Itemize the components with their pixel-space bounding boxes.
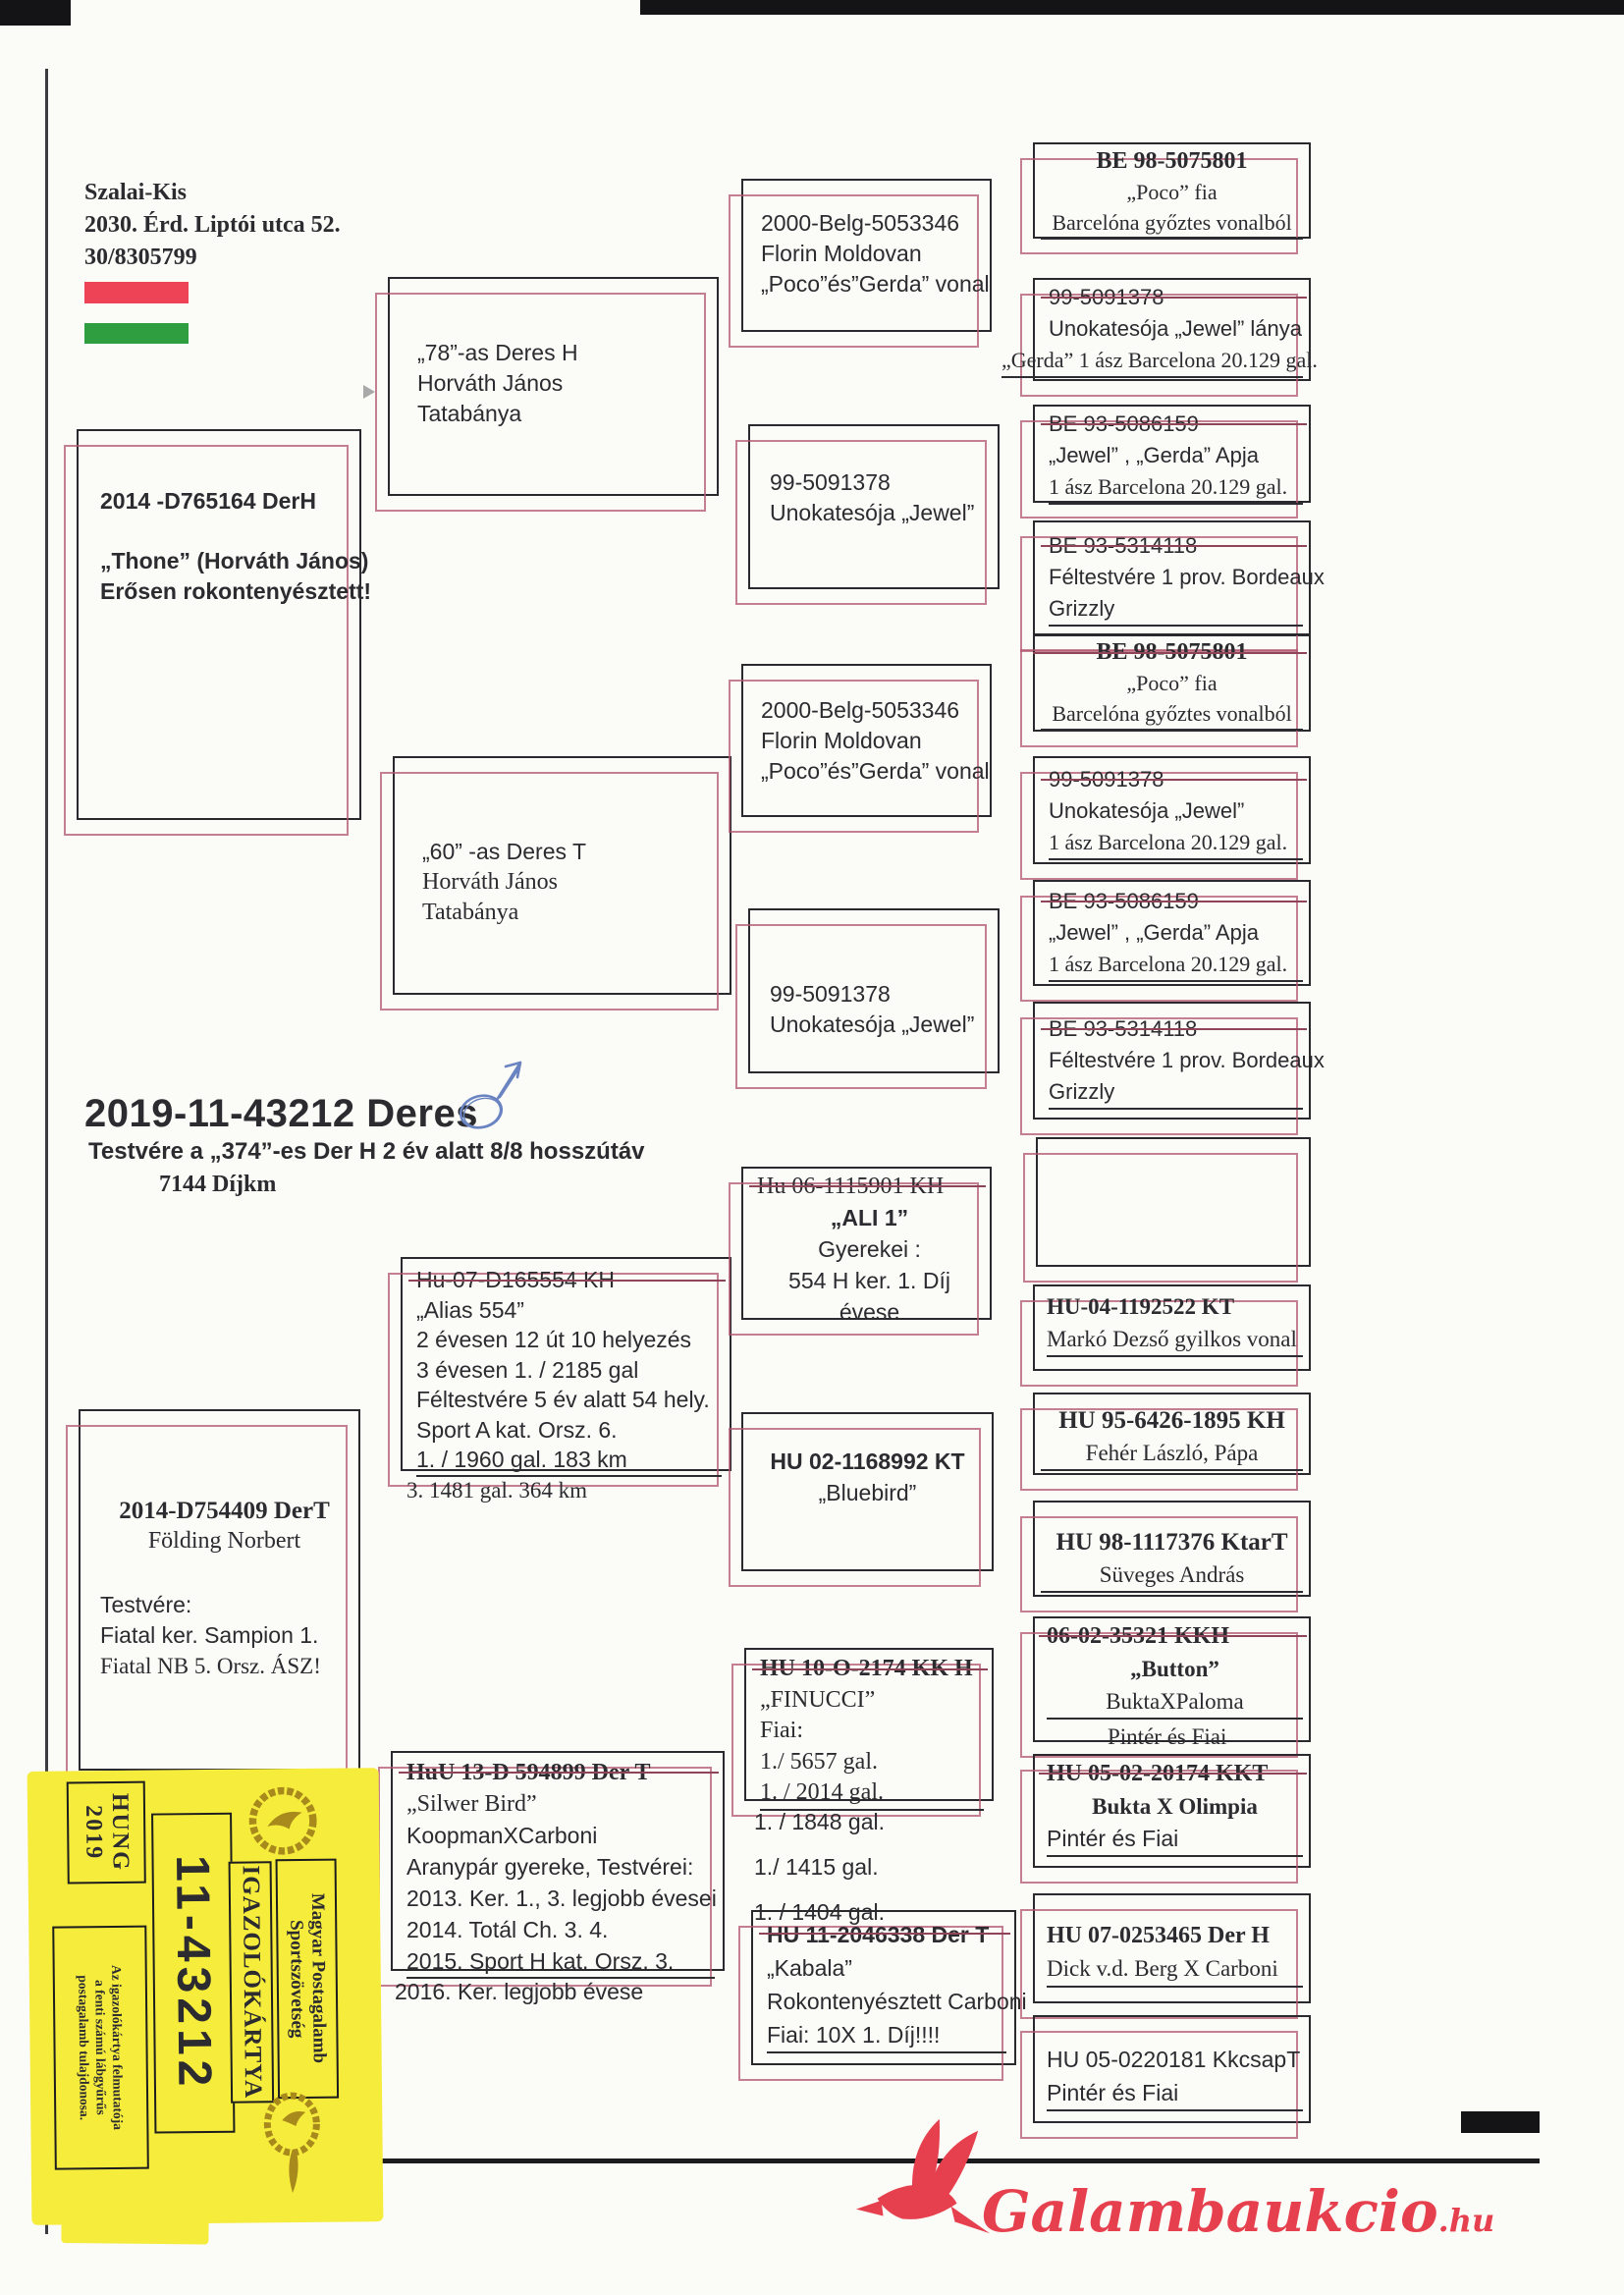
result-line: 2013. Ker. 1., 3. legjobb évesei	[406, 1885, 717, 1911]
subject-title-block	[84, 1092, 645, 1200]
ring-id: 2000-Belg-5053346	[761, 697, 960, 723]
pedigree-note: Gyerekei :	[818, 1236, 921, 1262]
pedigree-note: „Gerda” 1 ász Barcelona 20.129 gal.	[1001, 345, 1303, 378]
pedigree-note: Unokatesója „Jewel” lánya	[1049, 316, 1303, 341]
ring-id: HU 95-6426-1895 KH	[1058, 1407, 1285, 1434]
pigeon-name: „FINUCCI”	[760, 1686, 876, 1713]
pedigree-box-gen2-3	[401, 1257, 731, 1471]
pedigree-box-gen3-5	[741, 1167, 992, 1325]
logo-wordmark	[982, 2178, 1494, 2245]
pigeon-name: „Button”	[1130, 1657, 1219, 1681]
ring-id: HU-04-1192522 KT	[1047, 1294, 1235, 1319]
result-line-outside: 3. 1481 gal. 364 km	[406, 1478, 587, 1503]
ring-id: HU 05-02-20174 KKT	[1047, 1758, 1303, 1790]
result-line: 1. / 1960 gal. 183 km	[416, 1445, 722, 1477]
ring-id: HU 10-O-2174 KK H	[760, 1654, 984, 1685]
pedigree-box-gen4-16	[1033, 2015, 1311, 2123]
pigeon-name: „60” -as Deres T	[422, 839, 587, 864]
ring-id: BE 98-5075801	[1096, 148, 1248, 174]
pedigree-box-gen3-6	[741, 1412, 994, 1571]
pedigree-note: Féltestvére 1 prov. Bordeaux	[1049, 565, 1325, 589]
breeder-name: Süveges András	[1041, 1558, 1303, 1593]
pedigree-note: Erősen rokontenyésztett!	[100, 578, 372, 604]
pedigree-box-gen2-2	[393, 756, 731, 995]
ring-id: 2014 -D765164 DerH	[100, 488, 316, 514]
pedigree-box-gen4-2	[1001, 278, 1318, 381]
ring-id: 2014-D754409 DerT	[119, 1498, 330, 1524]
card-note-line1: Az igazolókártya felmutatója	[109, 1964, 126, 2130]
pedigree-note: Testvére:	[100, 1592, 192, 1617]
ring-id: Hu 06-1115901 KH	[757, 1171, 982, 1202]
subject-note: Testvére a „374”-es Der H 2 év alatt 8/8 hosszútáv	[88, 1138, 645, 1165]
pedigree-note: Barcelóna győztes vonalból	[1041, 207, 1303, 240]
card-note-line2: a fenti számú lábgyűrűs	[92, 1980, 109, 2116]
breeder-name: Fehér László, Pápa	[1041, 1437, 1303, 1471]
pigeon-name: „ALI 1”	[830, 1205, 909, 1230]
result-line: 1./ 5657 gal.	[760, 1748, 878, 1775]
result-line: évese	[839, 1299, 900, 1325]
pedigree-box-gen4-5	[1033, 633, 1311, 732]
pedigree-box-sire	[77, 429, 372, 820]
result-line: Féltestvére 5 év alatt 54 hely.	[416, 1387, 710, 1412]
pedigree-box-gen4-11	[1033, 1393, 1311, 1475]
pedigree-note: Aranypár gyereke, Testvérei:	[406, 1854, 694, 1880]
breeder-name: Horváth János	[417, 370, 564, 396]
result-line-outside: 2016. Ker. legjobb évese	[395, 1979, 644, 2004]
scan-mark-top-left	[0, 0, 71, 26]
breeder-name: Földing Norbert	[147, 1528, 301, 1554]
pedigree-box-gen3-8	[751, 1910, 1027, 2065]
scan-mark-top-right	[640, 0, 1624, 15]
result-line-outside: 1. / 1404 gal.	[754, 1899, 885, 1925]
result-line: 2015. Sport H kat. Orsz. 3.	[406, 1945, 715, 1979]
pigeon-name: „78”-as Deres H	[417, 340, 578, 365]
card-year	[80, 1793, 134, 1873]
pedigree-box-gen4-13	[1033, 1616, 1311, 1742]
pedigree-note: 1 ász Barcelona 20.129 gal.	[1049, 471, 1303, 505]
breeder-city: Tatabánya	[417, 401, 522, 426]
pedigree-box-gen3-1	[741, 179, 992, 332]
pedigree-note: 1 ász Barcelona 20.129 gal.	[1049, 949, 1303, 982]
card-title-box	[229, 1861, 275, 2103]
logo-pigeon-icon	[848, 2105, 994, 2266]
pedigree-box-gen3-3	[741, 664, 992, 817]
card-org-line1: Magyar Postagalamb	[306, 1893, 330, 2064]
ring-id: 06-02-35321 KKH	[1047, 1620, 1303, 1653]
pedigree-box-gen2-1	[388, 277, 719, 496]
owner-name: Szalai-Kis	[84, 180, 188, 205]
ring-id: Hu-07-D165554 KH	[416, 1265, 722, 1295]
scan-artifact-arrow	[363, 385, 375, 399]
pedigree-note: 1 ász Barcelona 20.129 gal.	[1049, 827, 1303, 860]
breeder-name: Pintér és Fiai	[1047, 1823, 1303, 1857]
pedigree-note: BuktaXPaloma	[1047, 1685, 1303, 1720]
ring-id: 99-5091378	[770, 981, 891, 1007]
pedigree-note: KoopmanXCarboni	[406, 1823, 598, 1848]
ring-id: BE 93-5086159	[1049, 409, 1303, 440]
result-line: 554 H ker. 1. Díj	[788, 1268, 950, 1293]
pedigree-note: Unokatesója „Jewel”	[1049, 798, 1245, 823]
male-symbol-icon	[454, 1049, 530, 1150]
card-note-box	[52, 1926, 149, 2170]
pedigree-box-gen4-15	[1033, 1893, 1311, 2003]
ring-id: BE 98-5075801	[1041, 637, 1303, 668]
ring-id: HU 11-2046338 Der T	[767, 1918, 1006, 1951]
owner-block	[84, 177, 341, 274]
pedigree-box-gen3-2	[748, 424, 1000, 589]
pedigree-note: Barcelóna győztes vonalból	[1041, 698, 1303, 731]
pedigree-note: „Poco” fia	[1126, 671, 1218, 695]
pedigree-note: „Poco” fia	[1126, 180, 1218, 204]
pedigree-note: „Jewel” , „Gerda” Apja	[1049, 443, 1259, 467]
pedigree-note: „Poco”és”Gerda” vonal	[761, 758, 990, 784]
card-note	[75, 1965, 127, 2130]
pedigree-note: „Jewel” , „Gerda” Apja	[1049, 920, 1259, 945]
ring-id: BE 93-5086159	[1049, 886, 1303, 917]
pigeon-name: „Bluebird”	[818, 1480, 917, 1505]
ring-id: 99-5091378	[770, 469, 891, 495]
card-year-value: 2019	[80, 1805, 107, 1861]
card-ring-number: 11-43212	[165, 1854, 221, 2092]
owner-address: 2030. Érd. Liptói utca 52.	[84, 212, 341, 238]
result-line-outside: 1./ 1415 gal.	[754, 1854, 879, 1880]
ring-id: HU 98-1117376 KtarT	[1056, 1529, 1288, 1556]
ring-id: HU 07-0253465 Der H	[1047, 1923, 1270, 1948]
breeder-name: Florin Moldovan	[761, 241, 922, 266]
pedigree-note: Rokontenyésztett Carboni	[767, 1989, 1027, 2014]
subject-prize-km: 7144 Díjkm	[159, 1172, 277, 1197]
card-note-line3: postagalamb tulajdonosa.	[76, 1975, 92, 2121]
card-title: IGAZOLÓKÁRTYA	[237, 1865, 267, 2100]
pedigree-note: Fiai:	[760, 1718, 804, 1743]
result-line-outside: 1. / 1848 gal.	[754, 1809, 885, 1834]
pedigree-note: „Poco”és”Gerda” vonal	[761, 271, 990, 297]
breeder-name: Florin Moldovan	[761, 728, 922, 753]
pedigree-box-gen4-8	[1033, 1002, 1325, 1120]
card-ring-number-box	[151, 1813, 235, 2134]
result-line: 3 évesen 1. / 2185 gal	[416, 1356, 639, 1383]
ring-id: 2000-Belg-5053346	[761, 210, 960, 236]
pedigree-box-gen4-3	[1033, 405, 1311, 503]
pedigree-note: Unokatesója „Jewel”	[770, 1011, 975, 1037]
pedigree-note: Markó Dezső gyilkos vonal	[1047, 1323, 1303, 1357]
pedigree-box-gen4-14	[1033, 1754, 1311, 1868]
card-year-box	[67, 1781, 146, 1885]
flag-green-bar	[84, 323, 189, 344]
pedigree-note: Dick v.d. Berg X Carboni	[1047, 1952, 1303, 1988]
pigeon-name: „Silwer Bird”	[406, 1791, 537, 1817]
result-line: 2 évesen 12 út 10 helyezés	[416, 1327, 692, 1352]
pedigree-note: Grizzly	[1049, 593, 1303, 627]
subject-ring-id: 2019-11-43212 Deres	[84, 1092, 478, 1135]
card-year-label: HUNG	[106, 1792, 134, 1873]
result-line: 2014. Totál Ch. 3. 4.	[406, 1917, 609, 1942]
pedigree-box-gen4-10	[1033, 1284, 1311, 1371]
ring-id: 99-5091378	[1049, 764, 1303, 795]
scan-mark-bottom-right	[1461, 2111, 1540, 2133]
breeder-name-outside: Pintér és Fiai	[1108, 1724, 1227, 1749]
pedigree-box-dam	[79, 1409, 360, 1771]
card-org-line2: Sportszövetség	[286, 1919, 308, 2039]
pedigree-box-gen4-1	[1033, 142, 1311, 239]
federation-emblem-icon	[242, 1782, 325, 1867]
pedigree-box-gen4-7	[1033, 880, 1311, 986]
pedigree-box-gen4-12	[1033, 1501, 1311, 1597]
ring-id: HuU 13-D 594899 Der T	[406, 1757, 715, 1788]
pedigree-box-gen4-6	[1033, 756, 1311, 864]
federation-crest-icon	[252, 2085, 332, 2207]
pedigree-box-gen3-7	[744, 1648, 994, 1805]
result-line: Sport A kat. Orsz. 6.	[416, 1416, 618, 1443]
pedigree-box-gen2-4	[391, 1751, 725, 1974]
breeder-name: Horváth János	[422, 869, 558, 895]
logo-tld-text: .hu	[1437, 2202, 1495, 2239]
card-org	[285, 1893, 330, 2064]
pedigree-note: Unokatesója „Jewel”	[770, 500, 975, 525]
ring-id: HU 02-1168992 KT	[770, 1448, 965, 1474]
result-line: 1. / 2014 gal.	[760, 1777, 984, 1811]
pedigree-note: Fiatal ker. Sampion 1.	[100, 1622, 319, 1648]
pedigree-box-gen4-4	[1033, 520, 1325, 636]
flag-red-bar	[84, 282, 189, 303]
owner-phone: 30/8305799	[84, 245, 197, 270]
pigeon-name: „Thone” (Horváth János)	[100, 548, 369, 574]
pedigree-note: Féltestvére 1 prov. Bordeaux	[1049, 1048, 1325, 1072]
pedigree-box-gen4-9-empty	[1036, 1137, 1311, 1267]
card-org-box	[276, 1859, 340, 2100]
pigeon-name: „Kabala”	[767, 1955, 852, 1981]
ring-id: BE 93-5314118	[1049, 530, 1303, 562]
breeder-name: Pintér és Fiai	[1047, 2076, 1303, 2111]
ring-id: BE 93-5314118	[1049, 1013, 1303, 1045]
pedigree-note: Grizzly	[1049, 1076, 1303, 1110]
breeder-city: Tatabánya	[422, 900, 519, 925]
pigeon-name: „Alias 554”	[416, 1296, 524, 1323]
ring-id: HU 05-0220181 KkcsapT	[1047, 2047, 1301, 2072]
result-line: Fiai: 10X 1. Díj!!!!	[767, 2018, 1006, 2053]
pedigree-note: Bukta X Olimpia	[1092, 1794, 1258, 1819]
licence-card	[27, 1768, 384, 2225]
pedigree-note: Fiatal NB 5. Orsz. ÁSZ!	[100, 1654, 321, 1678]
logo-brand-text: Galambaukcio	[982, 2178, 1438, 2245]
pedigree-box-gen3-4	[748, 908, 1000, 1073]
ring-id: 99-5091378	[1049, 282, 1303, 313]
